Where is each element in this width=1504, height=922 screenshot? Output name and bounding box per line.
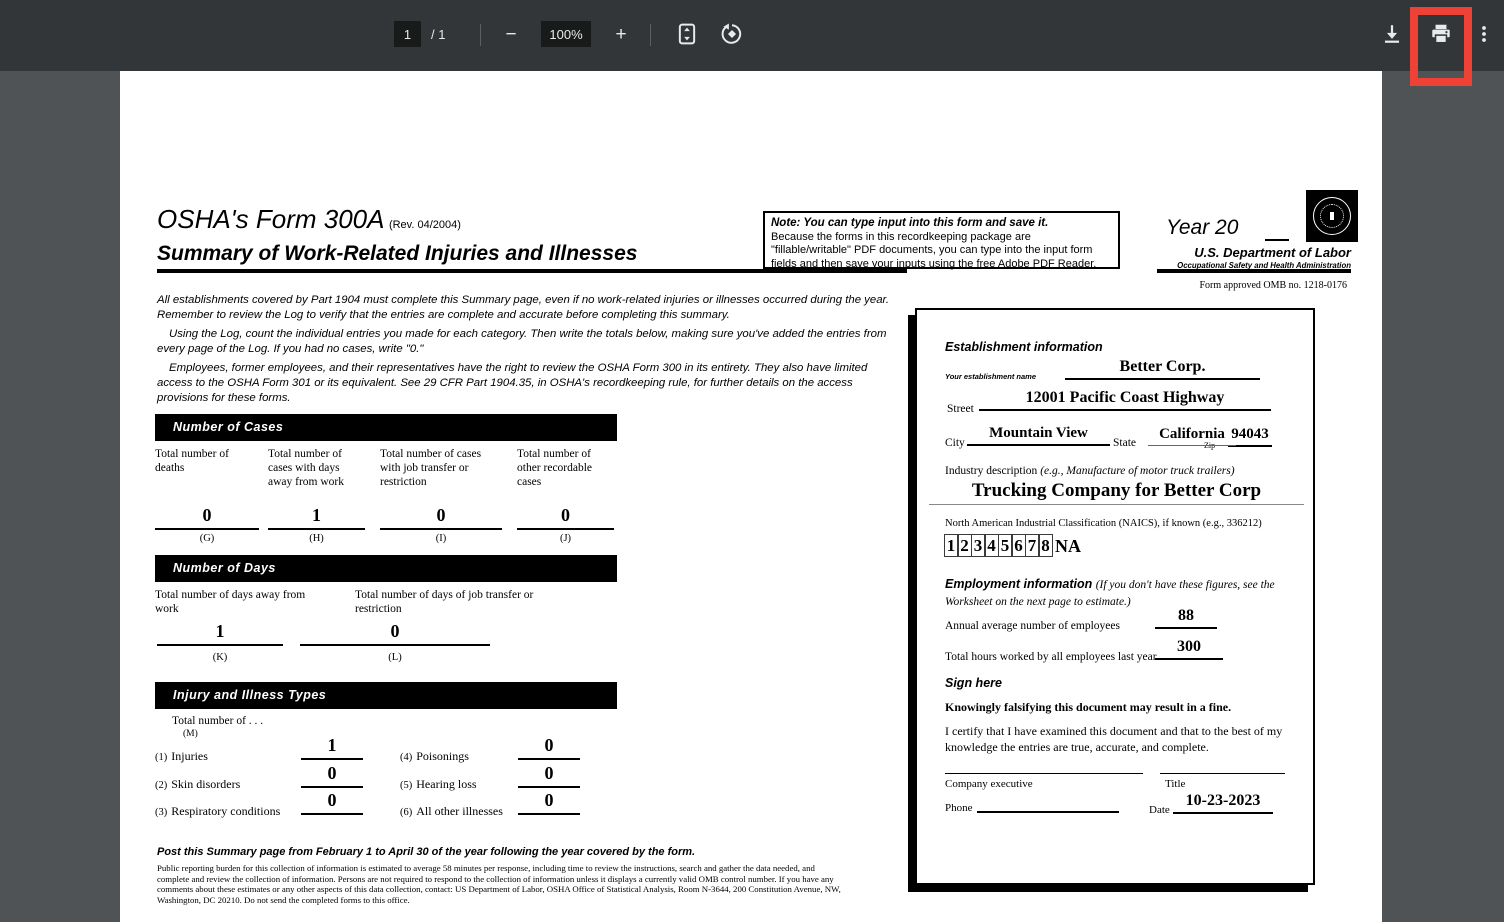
- instructions-paragraph: Using the Log, count the individual entries you made for each category. Then write the totals below, making sure you've added the entries from every page of the Log. If you had no cases, write "0.": [157, 328, 887, 355]
- toolbar-divider: [480, 24, 481, 46]
- cases-transfer-field[interactable]: 0: [380, 503, 502, 530]
- rotate-button[interactable]: [713, 15, 751, 53]
- minus-icon: −: [505, 23, 517, 45]
- type-row-skin-disorders: [155, 775, 240, 793]
- naics-digit: 7: [1025, 534, 1040, 557]
- naics-field[interactable]: [945, 534, 1081, 557]
- state-field[interactable]: California: [1148, 426, 1236, 446]
- item-number: (2): [155, 780, 168, 791]
- naics-label: North American Industrial Classification (NAICS), if known (e.g., 336212): [945, 518, 1262, 529]
- column-code: (G): [199, 533, 215, 544]
- paperwork-burden-statement: Public reporting burden for this collection of information is estimated to average 58 minutes per response, including time to review the instructions, search and gather the data needed, and complete and review the collection of information. Persons are not required to respond to the collection of information unless it displays a currently valid OMB control number. If you have any comments about these estimates or any other aspects of this data collection, contact: US Department of Labor, OSHA Office of Statistical Analysis, Room N-3644, 200 Constitution Avenue, NW, Washington, DC 20210. Do not send the completed forms to this office.: [157, 863, 841, 905]
- naics-suffix: NA: [1055, 536, 1081, 556]
- year-entry-line[interactable]: [1265, 227, 1289, 241]
- naics-digit: 1: [944, 534, 959, 557]
- print-highlight-box: [1410, 7, 1472, 86]
- naics-digit: 6: [1011, 534, 1026, 557]
- field-label: All other illnesses: [416, 804, 503, 818]
- city-label: City: [945, 437, 965, 449]
- other-illnesses-field[interactable]: 0: [518, 788, 580, 815]
- column-code: (H): [309, 533, 324, 544]
- field-label: Respiratory conditions: [171, 804, 281, 818]
- industry-label-example: (e.g., Manufacture of motor truck trailers): [1040, 465, 1235, 477]
- toolbar-divider: [650, 24, 651, 46]
- fit-page-button[interactable]: [668, 15, 706, 53]
- dept-of-labor-label: U.S. Department of Labor: [1194, 245, 1351, 260]
- state-label: State: [1113, 437, 1136, 449]
- zoom-level[interactable]: 100%: [541, 21, 591, 47]
- field-label: Total number of days of job transfer or restriction: [355, 589, 534, 615]
- fit-page-icon: [676, 23, 698, 45]
- form-title-row: [157, 204, 461, 235]
- sign-here-header: Sign here: [945, 676, 1002, 690]
- plus-icon: +: [615, 23, 627, 45]
- zip-label: Zip: [1204, 441, 1216, 450]
- title-label: Title: [1165, 778, 1186, 790]
- download-button[interactable]: [1372, 14, 1412, 54]
- form-title: OSHA's Form 300A: [157, 204, 385, 234]
- field-label: Total number of days away from work: [155, 589, 306, 615]
- poisonings-field[interactable]: 0: [518, 733, 580, 760]
- type-row-other-illnesses: [400, 802, 503, 820]
- naics-digit: 8: [1038, 534, 1053, 557]
- instructions-paragraph: Employees, former employees, and their representatives have the right to review the OSHA Form 300 in its entirety. They also have limited access to the OSHA Form 301 or its equivalent. See 29 CFR Part 1904.35, in OSHA's recordkeeping rule, for further details on the access provisions for these forms.: [157, 362, 868, 404]
- injuries-field[interactable]: 1: [301, 733, 363, 760]
- establishment-panel: [915, 308, 1315, 885]
- dol-logo: [1306, 190, 1358, 242]
- other-recordable-field[interactable]: 0: [517, 503, 614, 530]
- title-line[interactable]: [1160, 773, 1285, 774]
- form-instructions: [157, 293, 902, 410]
- date-label: Date: [1149, 804, 1170, 816]
- type-row-poisonings: [400, 747, 469, 765]
- column-code: (L): [388, 652, 402, 663]
- total-hours-label: Total hours worked by all employees last year: [945, 651, 1157, 663]
- more-vertical-icon: [1474, 23, 1494, 45]
- download-icon: [1381, 23, 1403, 45]
- cases-days-away-field[interactable]: 1: [268, 503, 365, 530]
- column-code: (J): [559, 533, 572, 544]
- respiratory-field[interactable]: 0: [301, 788, 363, 815]
- hearing-loss-field[interactable]: 0: [518, 761, 580, 788]
- zip-field[interactable]: 94043: [1228, 426, 1272, 447]
- falsifying-warning: Knowingly falsifying this document may result in a fine.: [945, 700, 1232, 714]
- pdf-toolbar: [0, 0, 1504, 71]
- establishment-info-header: Establishment information: [945, 340, 1103, 354]
- pdf-page: [120, 71, 1382, 922]
- note-body: Because the forms in this recordkeeping package are "fillable/writable" PDF documents, you can type into the input form fields and then save your inputs using the free Adobe PDF Reader.: [771, 230, 1097, 270]
- omb-approval-label: Form approved OMB no. 1218-0176: [1199, 280, 1347, 291]
- industry-description-field[interactable]: Trucking Company for Better Corp: [929, 480, 1304, 505]
- field-label: Total number of other recordable cases: [517, 448, 593, 488]
- annual-employees-label: Annual average number of employees: [945, 620, 1120, 632]
- item-number: (5): [400, 780, 413, 791]
- naics-digit: 2: [957, 534, 972, 557]
- more-options-button[interactable]: [1470, 14, 1498, 54]
- field-label: Total number of cases with job transfer or restriction: [380, 448, 482, 488]
- section-header-number-of-days: Number of Days: [155, 555, 617, 582]
- skin-disorders-field[interactable]: 0: [301, 761, 363, 788]
- days-transfer-field[interactable]: 0: [300, 619, 490, 646]
- page-number-input[interactable]: 1: [394, 21, 421, 47]
- total-deaths-field[interactable]: 0: [155, 503, 259, 530]
- section-header-number-of-cases: Number of Cases: [155, 414, 617, 441]
- osha-label: Occupational Safety and Health Administration: [1177, 261, 1351, 270]
- note-title: Note: You can type input into this form and save it.: [771, 217, 1049, 229]
- item-number: (3): [155, 807, 168, 818]
- field-label: Total number of cases with days away from work: [268, 448, 345, 488]
- naics-digit: 5: [998, 534, 1013, 557]
- type-row-hearing-loss: [400, 775, 477, 793]
- column-code: (K): [212, 652, 228, 663]
- post-summary-note: Post this Summary page from February 1 to April 30 of the year following the year covered by the form.: [157, 846, 696, 858]
- phone-field[interactable]: [977, 798, 1119, 813]
- city-field[interactable]: Mountain View: [967, 425, 1110, 446]
- column-code: (I): [435, 533, 447, 544]
- naics-digit: 3: [971, 534, 986, 557]
- form-revision: (Rev. 04/2004): [388, 219, 461, 231]
- total-hours-field[interactable]: 300: [1155, 638, 1223, 660]
- annual-employees-field[interactable]: 88: [1155, 607, 1217, 629]
- industry-label-main: Industry description: [945, 465, 1041, 477]
- street-field[interactable]: 12001 Pacific Coast Highway: [979, 389, 1271, 411]
- employment-info-header: [945, 576, 1280, 610]
- item-number: (4): [400, 752, 413, 763]
- days-away-field[interactable]: 1: [157, 619, 283, 646]
- instructions-paragraph: All establishments covered by Part 1904 must complete this Summary page, even if no work-related injuries or illnesses occurred during the year. Remember to review the Log to verify that the entries are complete and accurate before completing this summary.: [157, 294, 890, 321]
- cases-column-h: [268, 447, 365, 544]
- rotate-counterclockwise-icon: [721, 23, 743, 45]
- field-label: Poisonings: [416, 749, 469, 763]
- company-executive-line[interactable]: [945, 773, 1143, 774]
- item-number: (6): [400, 807, 413, 818]
- employment-header-label: Employment information: [945, 577, 1096, 591]
- establishment-name-label: Your establishment name: [945, 372, 1036, 381]
- employment-header-note: (If you don't have these figures, see the Worksheet on the next page to estimate.): [945, 579, 1275, 608]
- year-label: Year 20: [1166, 216, 1239, 239]
- date-field[interactable]: 10-23-2023: [1173, 792, 1273, 814]
- certify-statement: I certify that I have examined this document and that to the best of my knowledge the entries are true, accurate, and complete.: [945, 724, 1283, 754]
- type-row-injuries: [155, 747, 208, 765]
- cases-column-i: [380, 447, 502, 544]
- street-label: Street: [947, 403, 974, 415]
- page-count-label: / 1: [431, 27, 446, 42]
- field-label: Total number of deaths: [155, 448, 229, 474]
- field-label: Injuries: [171, 749, 208, 763]
- establishment-name-field[interactable]: Better Corp.: [1065, 358, 1260, 380]
- field-label: Skin disorders: [171, 777, 241, 791]
- item-number: (1): [155, 752, 168, 763]
- field-label: Hearing loss: [416, 777, 477, 791]
- zoom-out-button[interactable]: [497, 20, 525, 48]
- cases-column-j: [517, 447, 614, 544]
- cases-column-g: [155, 447, 259, 544]
- section-header-injury-illness-types: Injury and Illness Types: [155, 682, 617, 709]
- naics-digit: 4: [984, 534, 999, 557]
- company-executive-label: Company executive: [945, 778, 1033, 790]
- phone-label: Phone: [945, 802, 973, 814]
- column-code-m: (M): [183, 729, 198, 739]
- total-number-of-label: Total number of . . .: [172, 715, 264, 727]
- type-row-respiratory: [155, 802, 280, 820]
- form-subtitle: Summary of Work-Related Injuries and Illnesses: [157, 242, 638, 265]
- zoom-in-button[interactable]: [607, 20, 635, 48]
- industry-description-label: [945, 465, 1290, 477]
